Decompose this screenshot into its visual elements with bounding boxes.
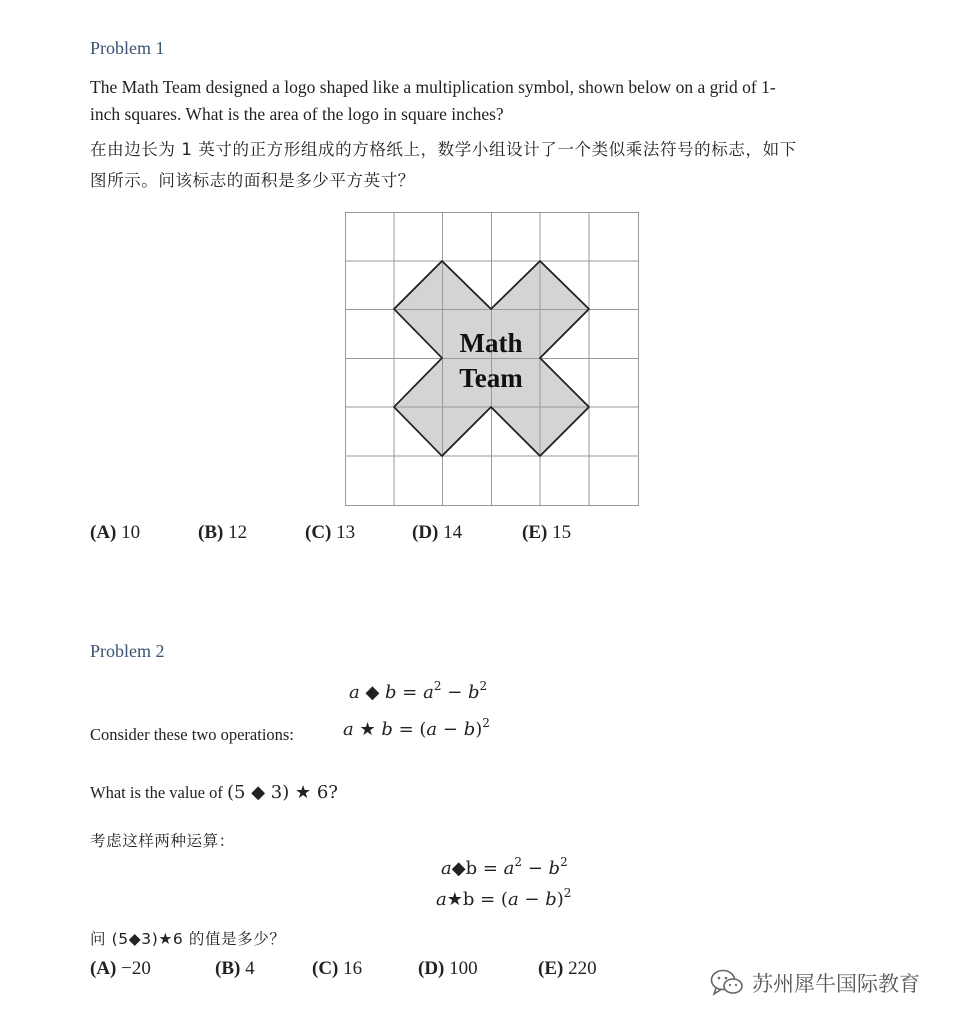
problem-2-intro-cn: 考虑这样两种运算：	[90, 832, 235, 850]
problem-1-text-en-line2: inch squares. What is the area of the logo in square inches?	[90, 104, 504, 124]
choice-d: (D) 14	[412, 522, 463, 543]
problem-1-text-en-line1: The Math Team designed a logo shaped like a multiplication symbol, shown below on a grid of 1-	[90, 77, 776, 97]
problem-2-question-cn: 问 (5◆3)★6 的值是多少？	[90, 930, 286, 948]
problem-1-choices	[90, 522, 571, 544]
choice-e: (E) 15	[522, 522, 572, 543]
problem-2-question-en: What is the value of (5 ◆ 3) ★ 6?	[90, 782, 338, 803]
watermark-text: 苏州犀牛国际教育	[752, 972, 920, 996]
problem-1-text-cn-line1: 在由边长为 1 英寸的正方形组成的方格纸上，数学小组设计了一个类似乘法符号的标志，如下	[90, 140, 797, 159]
problem-2-choices	[90, 958, 597, 980]
wechat-icon	[710, 969, 744, 997]
star-operation-formula: a ★ $b = (a - b)^2$	[343, 716, 490, 740]
choice-b: (B) 12	[198, 522, 248, 543]
choice-d: (D) 100	[418, 958, 478, 979]
problem-2-intro-en: Consider these two operations:	[90, 725, 294, 744]
problem-1-heading: Problem 1	[90, 38, 165, 58]
question-expression: (5 ◆ 3) ★ 6?	[227, 782, 338, 803]
choice-c: (C) 16	[312, 958, 363, 979]
problem-2-heading: Problem 2	[90, 641, 165, 661]
choice-a: (A) −20	[90, 958, 151, 979]
logo-text-math: Math	[459, 328, 523, 358]
watermark	[710, 968, 920, 998]
logo-grid-figure	[345, 212, 639, 506]
logo-text-team: Team	[459, 363, 523, 393]
diamond-operation-formula: a ◆ $b = a^2 - b^2$	[349, 679, 488, 703]
choice-c: (C) 13	[305, 522, 356, 543]
choice-a: (A) 10	[90, 522, 141, 543]
choice-e: (E) 220	[538, 958, 597, 979]
star-operation-formula-cn: a★b = $(a - b)^2$	[436, 886, 572, 910]
diamond-operation-formula-cn: a◆b = $a^2 - b^2$	[441, 855, 568, 879]
problem-1-text-cn-line2: 图所示。问该标志的面积是多少平方英寸？	[90, 171, 415, 190]
grid-lines	[345, 212, 639, 506]
choice-b: (B) 4	[215, 958, 255, 979]
